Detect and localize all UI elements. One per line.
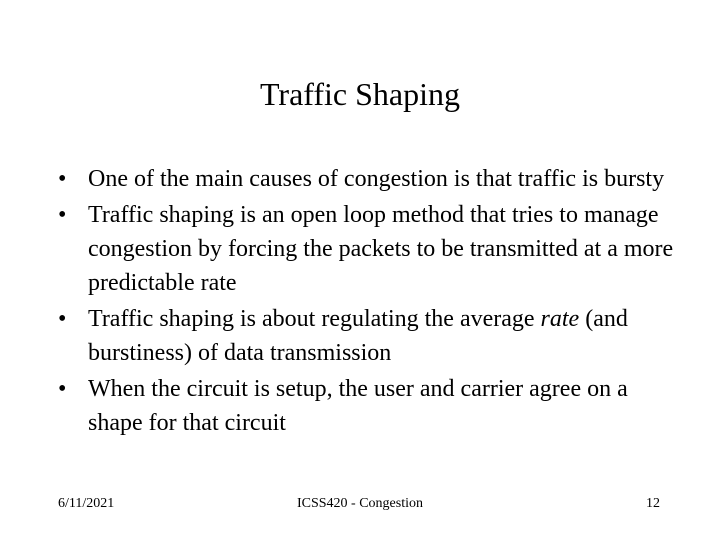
bullet-icon: • — [58, 202, 67, 228]
bullet-text-after: (and burstiness) of data transmission — [88, 306, 628, 366]
bullet-icon: • — [58, 376, 67, 402]
bullet-item-circuit-shape — [58, 372, 678, 440]
footer-date: 6/11/2021 — [58, 496, 115, 511]
bullet-text: One of the main causes of congestion is that traffic is bursty — [88, 166, 665, 192]
slide-title: Traffic Shaping — [260, 76, 460, 112]
bullet-text: When the circuit is setup, the user and carrier agree on a shape for that circuit — [88, 376, 628, 436]
bullet-item-regulating-rate — [58, 302, 678, 370]
bullet-text: Traffic shaping is an open loop method that tries to manage congestion by forcing the packets to be transmitted at a more predictable rate — [88, 202, 674, 296]
bullet-icon: • — [58, 306, 67, 332]
footer-course: ICSS420 - Congestion — [296, 496, 423, 511]
bullet-emphasis: rate — [540, 306, 580, 332]
bullet-text-before: Traffic shaping is about regulating the average — [88, 306, 541, 332]
bullet-list — [58, 162, 678, 442]
bullet-item-open-loop — [58, 198, 678, 300]
bullet-icon: • — [58, 166, 67, 192]
bullet-item-congestion-cause — [58, 162, 678, 196]
footer-page-number: 12 — [646, 496, 660, 511]
